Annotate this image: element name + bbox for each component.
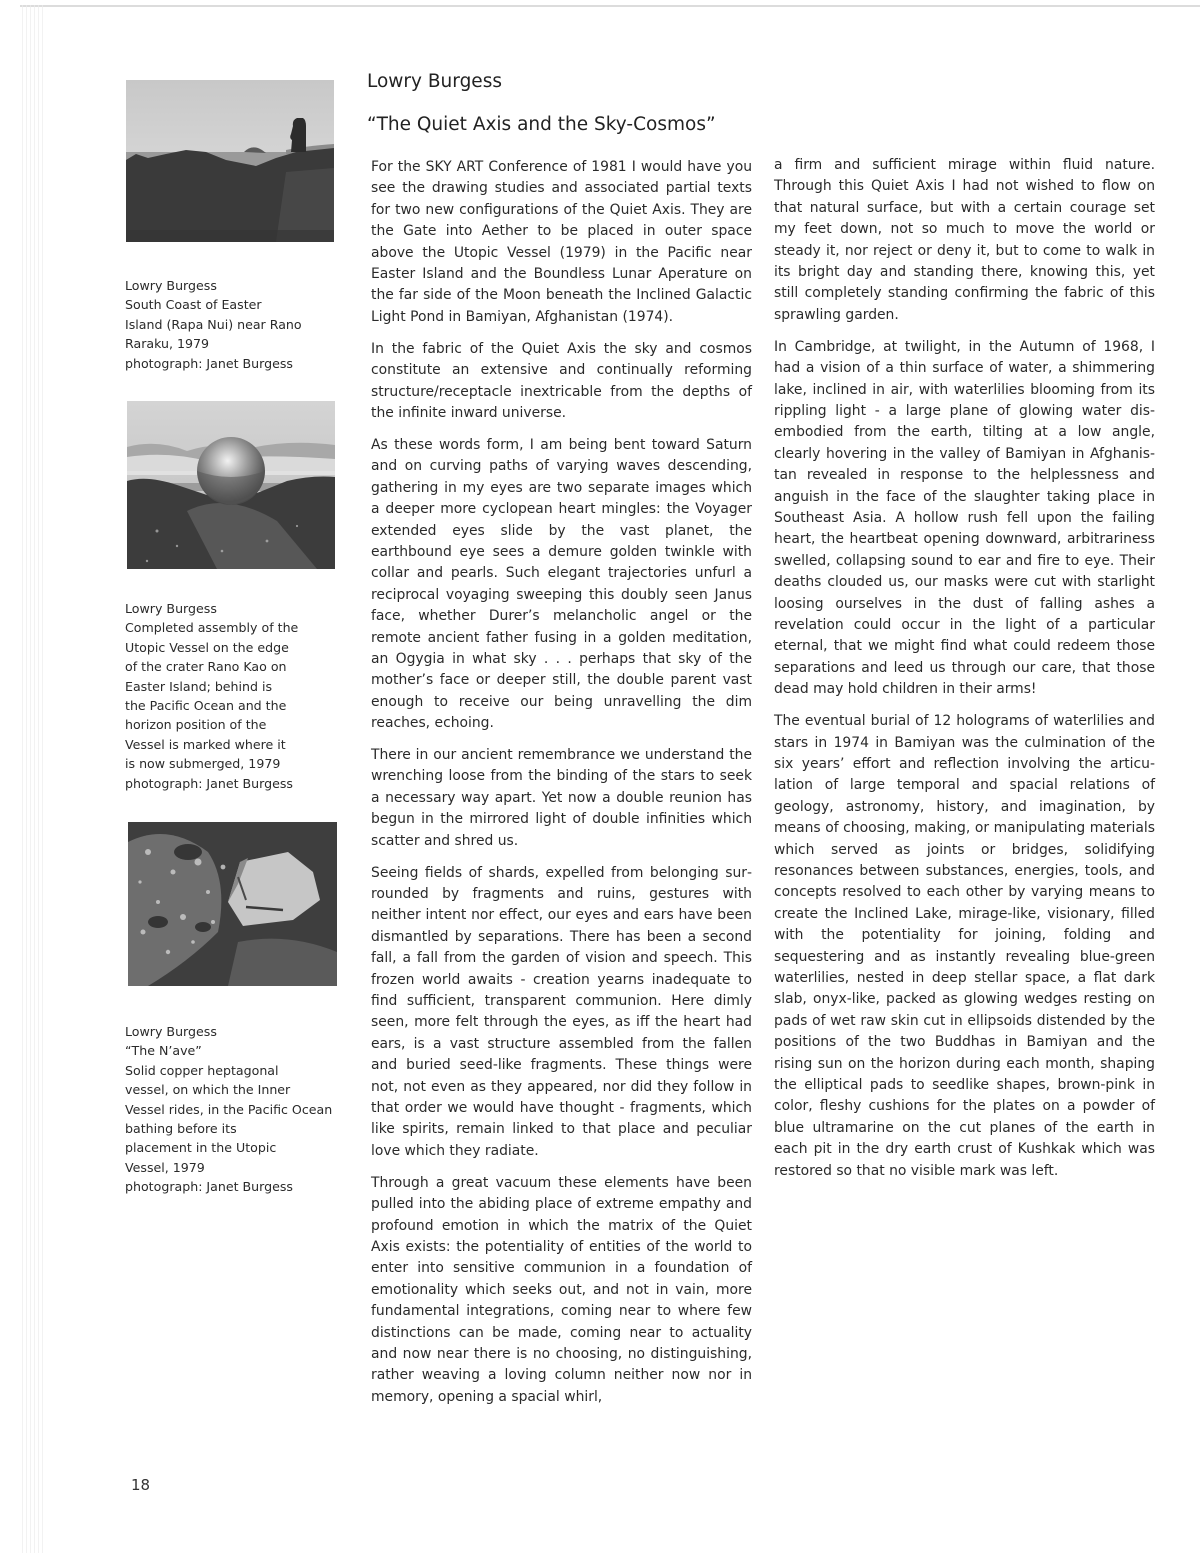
body-column-middle <box>371 157 752 1419</box>
page-edge-top <box>20 5 1200 7</box>
caption-line: Island (Rapa Nui) near Rano <box>125 316 302 332</box>
body-paragraph: In the fabric of the Quiet Axis the sky and cosmos constitute an extensive and continually reforming structure/receptacle inextricable from the depths of the infinite inward universe. <box>371 340 752 421</box>
body-column-right <box>774 155 1155 1193</box>
caption-line: Raraku, 1979 <box>125 336 210 352</box>
caption-line: Solid copper heptagonal <box>125 1062 279 1078</box>
caption-line: bathing before its <box>125 1121 237 1137</box>
caption-line: Vessel, 1979 <box>125 1159 205 1175</box>
caption-line: is now submerged, 1979 <box>125 756 281 772</box>
body-paragraph: In Cambridge, at twilight, in the Autumn of 1968, I had a vision of a thin surface of water, a shimmering lake, inclined in air, with waterlilies blooming from its rippling light - a large plane of glowing water disembodied from the earth, tilting at a low angle, clearly hovering in the valley of Bamiyan in Afghanistan revealed in response to the helplessness and anguish in the face of the slaughter taking place in Southeast Asia. A hollow rush fell upon the failing heart, the heartbeat opening downward, arbitrariness swelled, collapsing sound to ear and fire to eye. Their deaths clouded us, our masks were cut with starlight loosing ourselves in the dust of falling ashes a revelation could occur in the light of a particular eternal, that we might find what could redeem those separations and leed us through our care, that those dead may hold children in their arms! <box>774 338 1155 698</box>
photo-easter-island-coast <box>126 80 334 242</box>
body-paragraph: Through a great vacuum these elements have been pulled into the abiding place of extreme empathy and profound emotion in which the matrix of the Quiet Axis exists: the potentiality of entities of the world to enter into sensitive communion in a foundation of emotionality which seeks out, and not in vain, more fundamental integrations, coming near to where few distinctions can be made, coming near to actuality and now near there is no choosing, no distinguishing, rather weaving a loving column neither now nor in memory, opening a spacial whirl, <box>371 1174 752 1405</box>
caption-line: South Coast of Easter <box>125 297 262 313</box>
photo-nave-vessel-image <box>128 822 337 986</box>
caption-line: the Pacific Ocean and the <box>125 698 287 714</box>
photo-easter-island-coast-image <box>126 80 334 242</box>
caption-line: photograph: Janet Burgess <box>125 1179 293 1195</box>
caption-line: of the crater Rano Kao on <box>125 659 287 675</box>
figure-caption <box>125 599 355 793</box>
body-paragraph: a firm and sufficient mirage within fluid nature. Through this Quiet Axis I had not wished to flow on that natural surface, but with a certain courage set my feet down, not so much to move the world or steady it, nor reject or deny it, but to come to walk in its bright day and standing there, knowing this, yet still completely standing confirming the fabric of this sprawling garden. <box>774 157 1155 323</box>
photo-nave-vessel <box>128 822 337 986</box>
photo-utopic-vessel-image <box>127 401 335 569</box>
caption-line: Vessel rides, in the Pacific Ocean <box>125 1101 333 1117</box>
caption-line: photograph: Janet Burgess <box>125 355 293 371</box>
caption-line: Easter Island; behind is <box>125 678 273 694</box>
caption-line: photograph: Janet Burgess <box>125 775 293 791</box>
caption-line: Lowry Burgess <box>125 278 217 293</box>
article-author: Lowry Burgess <box>367 71 502 92</box>
body-paragraph: The eventual burial of 12 holograms of waterlilies and stars in 1974 in Bamiyan was the culmination of the six years’ effort and reflection involving the articulation of large temporal and spacial relations of geology, astronomy, history, and imagination, by means of choosing, making, or manipulating materials which served as joints or bridges, solidifying resonances between substances, energies, tools, and concepts resolved to each other by varying means to create the Inclined Lake, mirage-like, visionary, filled with the potentiality for joining, folding and sequestering and as instantly revealing blue-green waterlilies, nested in deep stellar space, a flat dark slab, onyx-like, packed as glowing wedges resting on pads of wet raw skin cut in ellipsoids distended by the positions of the two Buddhas in Bamiyan and the rising sun on the horizon during each month, shaping the elliptical pads to seedlike shapes, brown-pink in color, fleshy cushions for the plates on a powder of blue ultramarine on the cut planes of the earth in each pit in the dry earth crust of Kushkak which was restored so that no visible mark was left. <box>774 713 1155 1179</box>
caption-line: horizon position of the <box>125 717 267 733</box>
caption-line: Lowry Burgess <box>125 1024 217 1039</box>
caption-line: Lowry Burgess <box>125 601 217 616</box>
body-paragraph: As these words form, I am being bent toward Saturn and on curving paths of varying waves descending, gathering in my eyes are two separate images which a deeper more cyclopean heart mingles: the Voyager extended eyes slide by the vast planet, the earthbound eye sees a demure golden twinkle with collar and pearls. Such elegant trajectories unfurl a reciprocal voyaging sweeping this doubly seen Janus face, whether Durer’s melancholic angel or the remote ancient father fusing in a golden meditation, an Ogygia in what sky . . . perhaps that sky of the mother’s face or deeper still, the double parent vast enough to receive our being unravelling the dim reaches, echoing. <box>371 436 752 732</box>
caption-line: Utopic Vessel on the edge <box>125 639 289 655</box>
body-paragraph: There in our ancient remembrance we understand the wrenching loose from the binding of the stars to seek a necessary way apart. Yet now a double reunion has begun in the mirrored light of double infinities which scatter and shred us. <box>371 747 752 849</box>
body-paragraph: For the SKY ART Conference of 1981 I would have you see the drawing studies and associated partial texts for two new configurations of the Quiet Axis. They are the Gate into Aether to be placed in outer space above the Utopic Vessel (1979) in the Pacific near Easter Island and the Boundless Lunar Aperature on the far side of the Moon beneath the Inclined Galactic Light Pond in Bamiyan, Afghanistan (1974). <box>371 159 752 325</box>
body-paragraph: Seeing fields of shards, expelled from belonging surrounded by fragments and ruins, gestures with neither intent nor effect, our eyes and ears have been dismantled by separations. There has been a second fall, a fall from the garden of vision and speech. This frozen world awaits - creation yearns inadequate to find sufficient, transparent communion. Here dimly seen, more felt through the eyes, as iff the heart had ears, is a vast structure assembled from the fallen and buried seed-like fragments. These things were not, not even as they appeared, nor did they follow in that order we would have thought - fragments, which like spirits, remain linked to that place and peculiar love which they radiate. <box>371 864 752 1159</box>
page-number: 18 <box>131 1476 151 1494</box>
caption-line: Vessel is marked where it <box>125 736 286 752</box>
caption-line: vessel, on which the Inner <box>125 1082 291 1098</box>
page-edge-stack <box>22 5 44 1553</box>
caption-line: placement in the Utopic <box>125 1140 277 1156</box>
photo-utopic-vessel <box>127 401 335 569</box>
figure-caption <box>125 1022 355 1197</box>
caption-line: “The N’ave” <box>125 1043 202 1059</box>
article-title: “The Quiet Axis and the Sky-Cosmos” <box>367 114 716 135</box>
figure-caption <box>125 276 355 373</box>
caption-line: Completed assembly of the <box>125 620 299 636</box>
